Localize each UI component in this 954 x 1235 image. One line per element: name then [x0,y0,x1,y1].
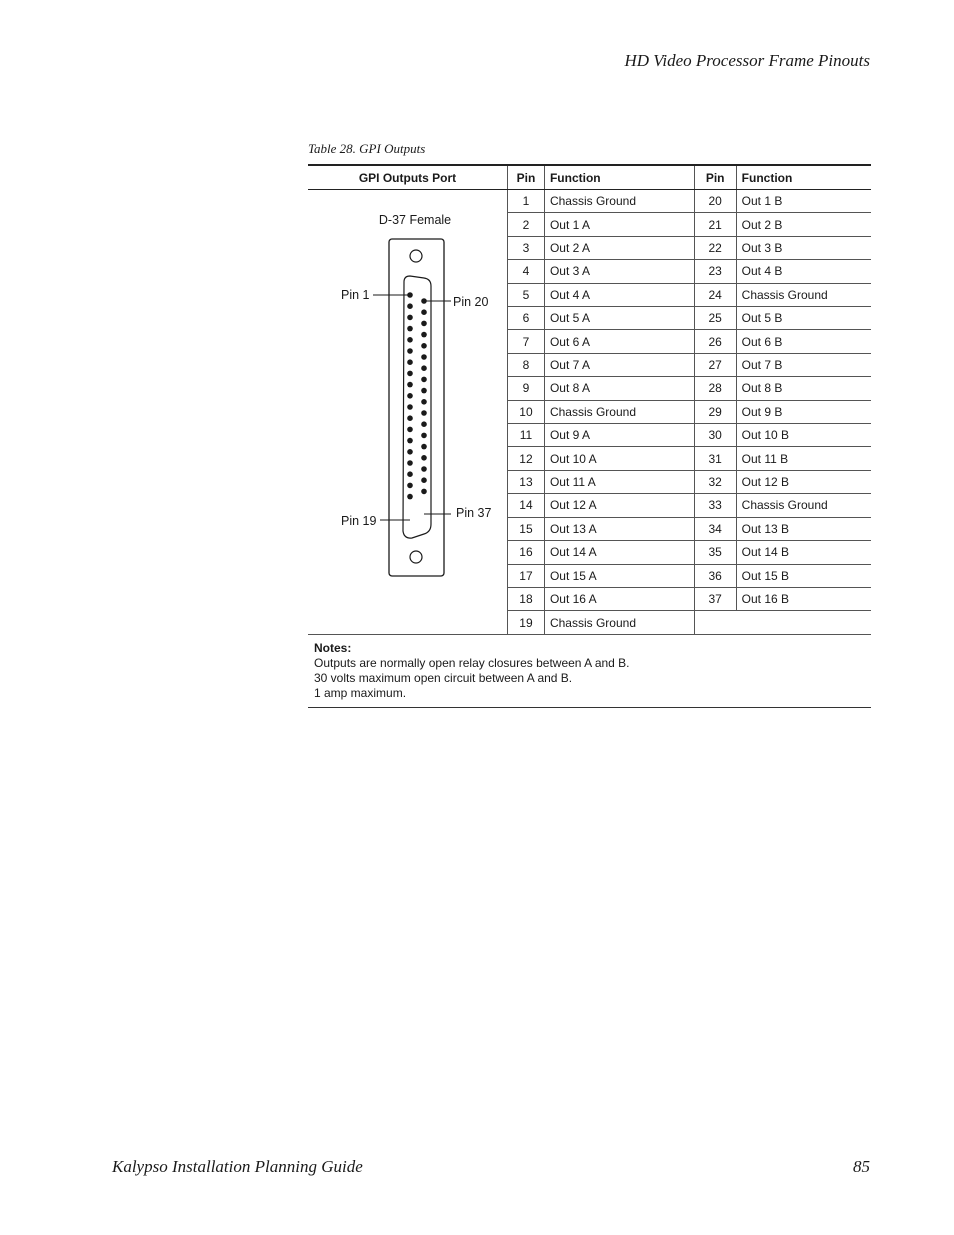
pin-hole [407,449,413,455]
pin-number: 21 [694,213,736,236]
pin-number: 11 [508,424,545,447]
notes-title: Notes: [314,641,352,655]
header-function-a: Function [544,165,694,190]
pin-number: 22 [694,236,736,259]
pin-number: 17 [508,564,545,587]
pin20-label: Pin 20 [453,295,489,309]
pin-function: Out 7 A [544,353,694,376]
pin-function: Out 6 B [736,330,871,353]
pin-function: Chassis Ground [544,190,694,213]
pin-function: Out 1 B [736,190,871,213]
pin-function: Out 2 A [544,236,694,259]
pin-hole [421,433,427,439]
header-port: GPI Outputs Port [308,165,508,190]
gpi-outputs-table [308,164,871,708]
pin-number: 3 [508,236,545,259]
empty-cell [694,611,871,635]
note-line: 30 volts maximum open circuit between A and B. [314,671,573,685]
pin-hole [407,438,413,444]
mounting-hole-bottom [410,551,422,563]
pin-function: Out 13 A [544,517,694,540]
pin-function: Out 8 B [736,377,871,400]
pin-number: 6 [508,307,545,330]
pin-function: Out 13 B [736,517,871,540]
pin-hole [421,321,427,327]
pin1-label: Pin 1 [341,288,370,302]
pin-function: Out 16 B [736,587,871,610]
connector-shell [389,239,444,576]
pin-number: 35 [694,541,736,564]
pin-hole [407,382,413,388]
pin-function: Out 12 A [544,494,694,517]
pin-function: Out 16 A [544,587,694,610]
pin-function: Out 2 B [736,213,871,236]
table-header-row [308,165,871,190]
pin-hole [407,393,413,399]
pin-number: 23 [694,260,736,283]
pin-number: 25 [694,307,736,330]
header-pin-a: Pin [508,165,545,190]
pin-function: Out 10 B [736,424,871,447]
pin-function: Out 9 A [544,424,694,447]
notes-row [308,635,871,708]
pin-number: 19 [508,611,545,635]
pin-function: Chassis Ground [544,400,694,423]
d-sub-37-connector-icon [308,190,507,634]
footer-page-number: 85 [853,1157,870,1176]
header-function-b: Function [736,165,871,190]
pin-number: 2 [508,213,545,236]
pin-function: Out 11 B [736,447,871,470]
pin-hole [421,410,427,416]
table-caption: Table 28. GPI Outputs [308,141,426,156]
pin-number: 36 [694,564,736,587]
pin-hole [421,332,427,338]
pin-hole [407,315,413,321]
pin-number: 37 [694,587,736,610]
pin-hole [407,483,413,489]
pin-number: 33 [694,494,736,517]
table-row [308,190,871,213]
pin-function: Out 3 A [544,260,694,283]
pin-number: 7 [508,330,545,353]
connector-d-shape [403,276,431,538]
pin-function: Out 12 B [736,470,871,493]
note-line: 1 amp maximum. [314,686,407,700]
pin-function: Out 5 A [544,307,694,330]
pin-function: Out 5 B [736,307,871,330]
pin-function: Chassis Ground [544,611,694,635]
pin-hole [421,377,427,383]
pin-number: 13 [508,470,545,493]
pin-hole [421,444,427,450]
pin-hole [407,371,413,377]
mounting-hole-top [410,250,422,262]
pin-function: Out 10 A [544,447,694,470]
pin-function: Out 7 B [736,353,871,376]
pin-hole [421,421,427,427]
pin-number: 26 [694,330,736,353]
pin-number: 20 [694,190,736,213]
pin-hole [407,337,413,343]
pin-number: 5 [508,283,545,306]
pin-hole [421,354,427,360]
pin-number: 29 [694,400,736,423]
pin-function: Out 14 B [736,541,871,564]
running-header: HD Video Processor Frame Pinouts [624,51,870,70]
pin-number: 32 [694,470,736,493]
pin-hole [407,404,413,410]
pin-function: Out 15 A [544,564,694,587]
pin-hole [407,326,413,332]
pin-function: Out 4 A [544,283,694,306]
pin-function: Out 14 A [544,541,694,564]
pin-number: 10 [508,400,545,423]
pin-number: 8 [508,353,545,376]
pin-hole [407,359,413,365]
pin-number: 15 [508,517,545,540]
pin-hole [421,489,427,495]
pin-hole [421,477,427,483]
pin-function: Chassis Ground [736,283,871,306]
connector-diagram-cell [308,190,508,635]
pin-number: 4 [508,260,545,283]
pin-hole [407,415,413,421]
pin-number: 28 [694,377,736,400]
pin37-label: Pin 37 [456,506,492,520]
pin-number: 16 [508,541,545,564]
footer-doc-title: Kalypso Installation Planning Guide [112,1157,363,1176]
pin-function: Out 9 B [736,400,871,423]
pin-function: Out 11 A [544,470,694,493]
pin-hole [407,348,413,354]
notes [308,635,871,708]
connector-type-label: D-37 Female [378,213,452,227]
pin-number: 12 [508,447,545,470]
pin-hole [421,455,427,461]
pin-function: Out 3 B [736,236,871,259]
pin-number: 27 [694,353,736,376]
pin-function: Out 15 B [736,564,871,587]
header-pin-b: Pin [694,165,736,190]
pin-function: Out 4 B [736,260,871,283]
pin-function: Out 8 A [544,377,694,400]
pin-hole [407,303,413,309]
pin-hole [421,388,427,394]
pin-hole [421,466,427,472]
pin-hole [421,365,427,371]
pin-hole [421,343,427,349]
pin-hole [421,399,427,405]
pin-function: Out 6 A [544,330,694,353]
pin-function: Out 1 A [544,213,694,236]
pin-number: 9 [508,377,545,400]
note-line: Outputs are normally open relay closures between A and B. [314,656,630,670]
pin-number: 18 [508,587,545,610]
pin-hole [407,460,413,466]
pin-number: 1 [508,190,545,213]
pin-number: 24 [694,283,736,306]
pin19-label: Pin 19 [341,514,377,528]
pin-hole [421,309,427,315]
pin-hole [407,494,413,500]
pin-number: 14 [508,494,545,517]
pin-hole [407,471,413,477]
pin-hole [407,427,413,433]
pin-number: 34 [694,517,736,540]
pin-function: Chassis Ground [736,494,871,517]
pin-number: 31 [694,447,736,470]
pin-number: 30 [694,424,736,447]
